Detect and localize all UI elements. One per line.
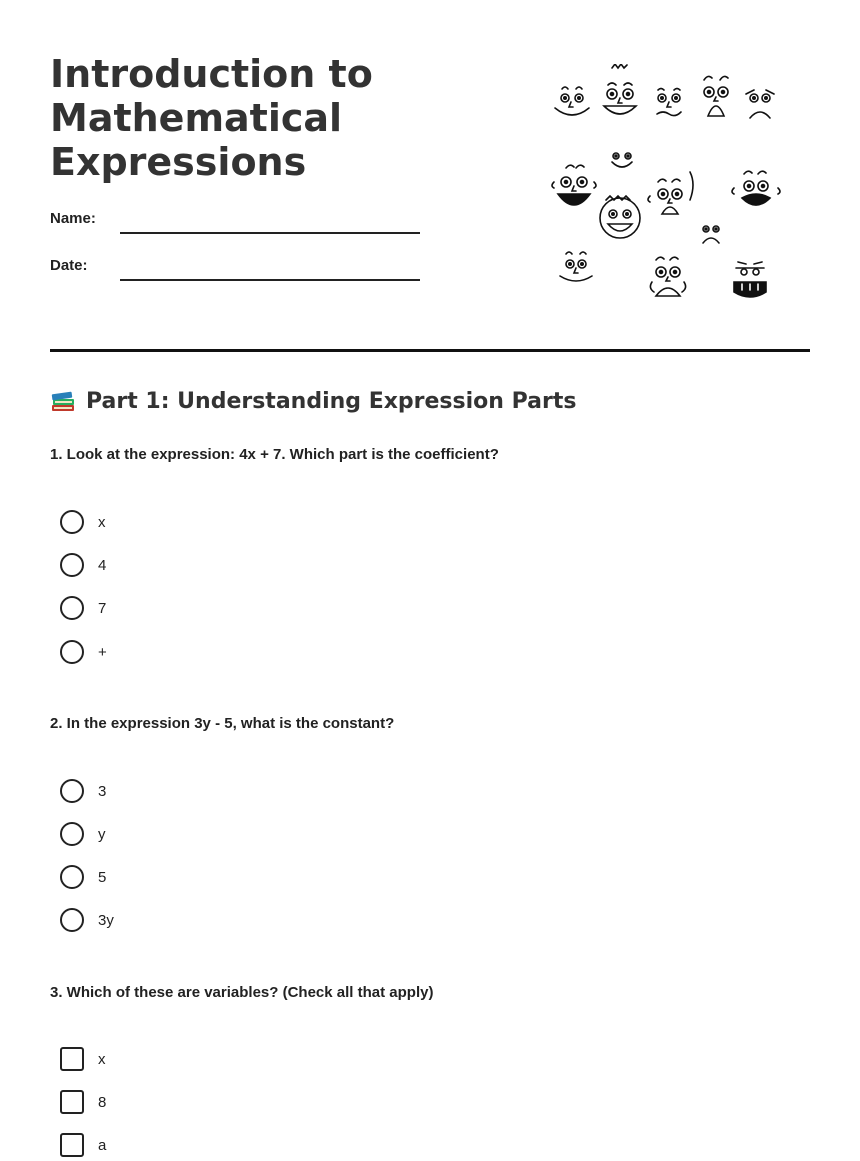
radio-button[interactable] bbox=[60, 779, 84, 803]
header-divider bbox=[50, 349, 810, 352]
worksheet-title bbox=[50, 52, 470, 184]
option-q2-5[interactable] bbox=[60, 865, 106, 889]
option-label: 8 bbox=[98, 1093, 107, 1111]
option-label: 7 bbox=[98, 599, 107, 617]
option-label: y bbox=[98, 825, 106, 843]
option-label: x bbox=[98, 513, 106, 531]
option-label: 5 bbox=[98, 868, 107, 886]
date-label: Date: bbox=[50, 257, 88, 274]
radio-button[interactable] bbox=[60, 822, 84, 846]
option-q3-a[interactable] bbox=[60, 1133, 106, 1157]
option-label: 3 bbox=[98, 782, 107, 800]
option-q1-4[interactable] bbox=[60, 553, 106, 577]
cartoon-faces-icon bbox=[550, 64, 790, 309]
date-line[interactable] bbox=[120, 279, 420, 281]
question-2: 2. In the expression 3y - 5, what is the constant? bbox=[50, 715, 395, 732]
checkbox[interactable] bbox=[60, 1090, 84, 1114]
option-label: 3y bbox=[98, 911, 114, 929]
question-1: 1. Look at the expression: 4x + 7. Which part is the coefficient? bbox=[50, 446, 499, 463]
title-line-3: Expressions bbox=[50, 140, 307, 184]
question-3: 3. Which of these are variables? (Check all that apply) bbox=[50, 984, 434, 1001]
radio-button[interactable] bbox=[60, 510, 84, 534]
radio-button[interactable] bbox=[60, 553, 84, 577]
section-title: Part 1: Understanding Expression Parts bbox=[86, 388, 577, 414]
radio-button[interactable] bbox=[60, 596, 84, 620]
option-label: 4 bbox=[98, 556, 107, 574]
option-label: x bbox=[98, 1050, 106, 1068]
option-q2-3y[interactable] bbox=[60, 908, 114, 932]
option-label: a bbox=[98, 1136, 107, 1154]
checkbox[interactable] bbox=[60, 1133, 84, 1157]
title-line-1: Introduction to bbox=[50, 52, 373, 96]
option-q1-plus[interactable] bbox=[60, 640, 107, 664]
option-label: + bbox=[98, 643, 107, 661]
checkbox[interactable] bbox=[60, 1047, 84, 1071]
title-line-2: Mathematical bbox=[50, 96, 343, 140]
books-icon bbox=[50, 388, 76, 414]
option-q3-8[interactable] bbox=[60, 1090, 106, 1114]
name-label: Name: bbox=[50, 210, 96, 227]
name-line[interactable] bbox=[120, 232, 420, 234]
option-q1-7[interactable] bbox=[60, 596, 106, 620]
radio-button[interactable] bbox=[60, 908, 84, 932]
date-field[interactable] bbox=[50, 257, 420, 287]
option-q3-x[interactable] bbox=[60, 1047, 106, 1071]
radio-button[interactable] bbox=[60, 865, 84, 889]
name-field[interactable] bbox=[50, 210, 420, 240]
option-q2-y[interactable] bbox=[60, 822, 106, 846]
radio-button[interactable] bbox=[60, 640, 84, 664]
option-q2-3[interactable] bbox=[60, 779, 106, 803]
option-q1-x[interactable] bbox=[60, 510, 106, 534]
section-heading bbox=[50, 388, 576, 414]
